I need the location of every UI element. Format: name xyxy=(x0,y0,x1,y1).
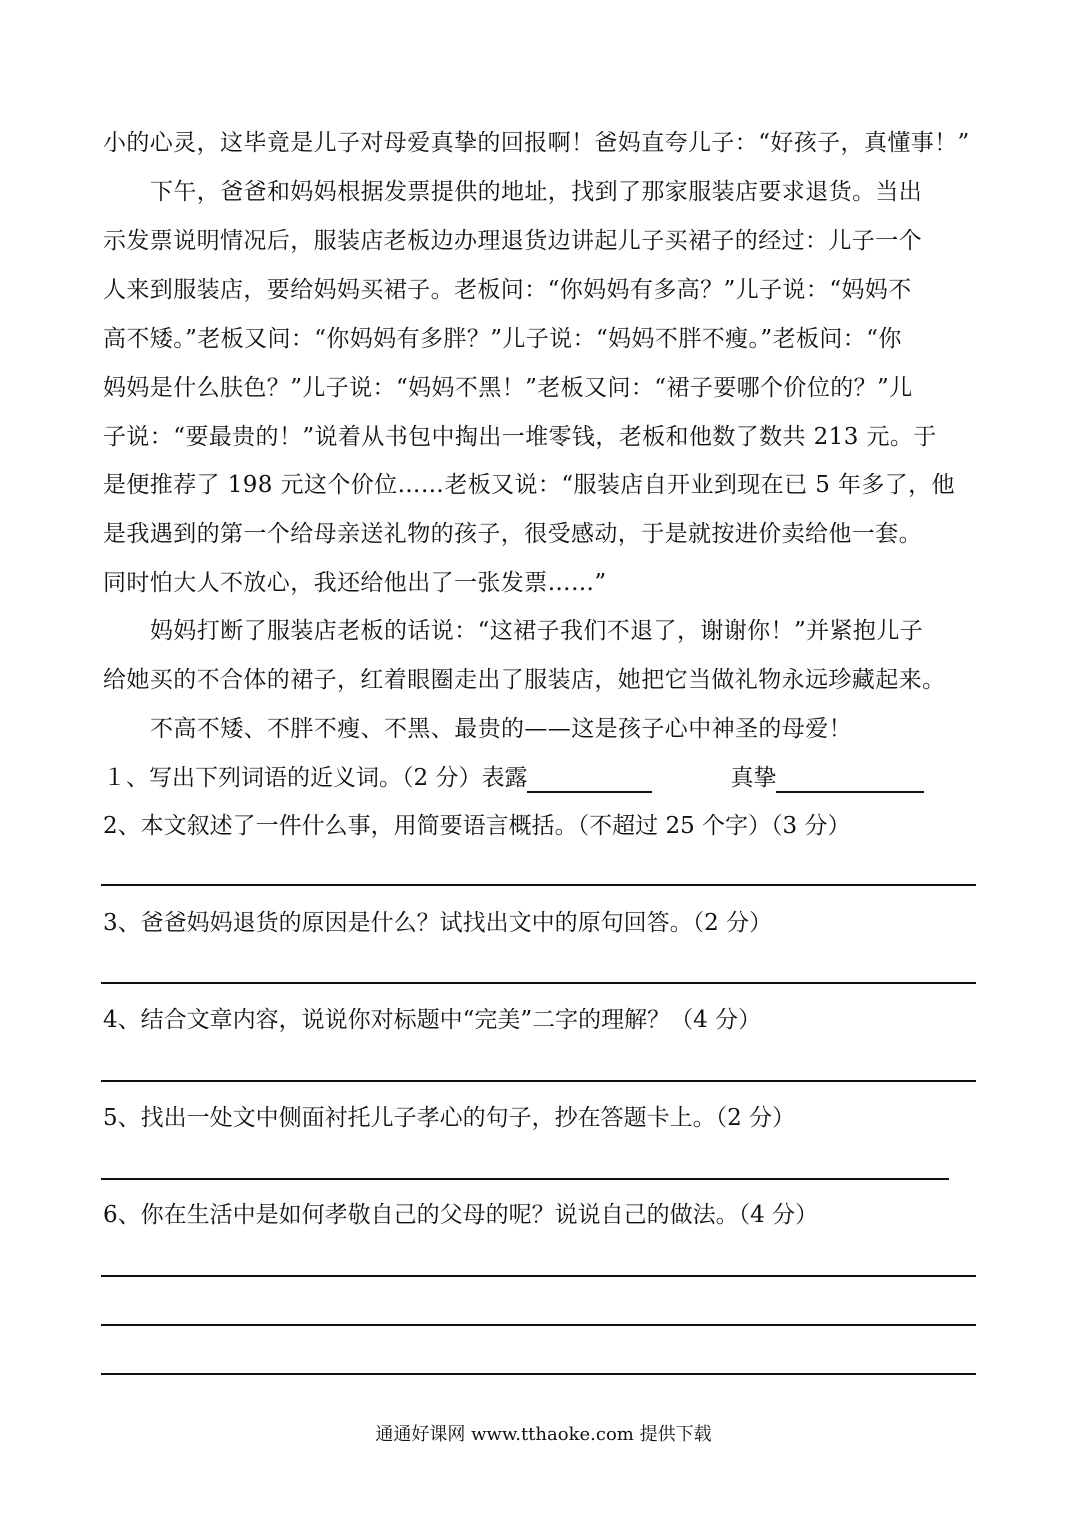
question-6: 6、你在生活中是如何孝敬自己的父母的呢？说说自己的做法。（4 分） xyxy=(103,1202,819,1228)
answer-line-2[interactable] xyxy=(101,884,976,886)
passage-line: 小的心灵，这毕竟是儿子对母爱真挚的回报啊！爸妈直夸儿子：“好孩子，真懂事！” xyxy=(103,130,970,156)
question-3: 3、爸爸妈妈退货的原因是什么？试找出文中的原句回答。（2 分） xyxy=(103,910,773,936)
passage-line: 是便推荐了 198 元这个价位……老板又说：“服装店自开业到现在已 5 年多了，他 xyxy=(103,472,955,498)
question-5: 5、找出一处文中侧面衬托儿子孝心的句子，抄在答题卡上。（2 分） xyxy=(103,1105,796,1131)
question-1-text: １、写出下列词语的近义词。（2 分）表露 xyxy=(103,765,528,791)
passage-line: 下午，爸爸和妈妈根据发票提供的地址，找到了那家服装店要求退货。当出 xyxy=(150,179,923,205)
answer-blank-1[interactable] xyxy=(527,765,652,793)
answer-line-5[interactable] xyxy=(101,1178,949,1180)
passage-line: 是我遇到的第一个给母亲送礼物的孩子，很受感动，于是就按进价卖给他一套。 xyxy=(103,521,922,547)
page-footer: 通通好课网 www.tthaoke.com 提供下载 xyxy=(375,1424,712,1445)
passage-line: 示发票说明情况后，服装店老板边办理退货边讲起儿子买裙子的经过：儿子一个 xyxy=(103,228,922,254)
question-1 xyxy=(103,763,924,793)
question-1-word2: 真挚 xyxy=(730,765,777,791)
answer-blank-2[interactable] xyxy=(776,765,924,793)
passage-line: 同时怕大人不放心，我还给他出了一张发票……” xyxy=(103,570,607,596)
passage-line: 不高不矮、不胖不瘦、不黑、最贵的——这是孩子心中神圣的母爱！ xyxy=(150,716,852,742)
question-4: 4、结合文章内容，说说你对标题中“完美”二字的理解？（4 分） xyxy=(103,1007,762,1033)
answer-line-6c[interactable] xyxy=(101,1373,976,1375)
answer-line-4[interactable] xyxy=(101,1080,976,1082)
passage-line: 人来到服装店，要给妈妈买裙子。老板问：“你妈妈有多高？”儿子说：“妈妈不 xyxy=(103,277,912,303)
passage-line: 高不矮。”老板又问：“你妈妈有多胖？”儿子说：“妈妈不胖不瘦。”老板问：“你 xyxy=(103,326,902,352)
answer-line-6a[interactable] xyxy=(101,1275,976,1277)
passage-line: 子说：“要最贵的！”说着从书包中掏出一堆零钱，老板和他数了数共 213 元。于 xyxy=(103,424,937,450)
passage-line: 妈妈打断了服装店老板的话说：“这裙子我们不退了，谢谢你！”并紧抱儿子 xyxy=(150,618,924,644)
question-2: 2、本文叙述了一件什么事，用简要语言概括。（不超过 25 个字）（3 分） xyxy=(103,813,851,839)
answer-line-3[interactable] xyxy=(101,982,976,984)
passage-line: 给她买的不合体的裙子，红着眼圈走出了服装店，她把它当做礼物永远珍藏起来。 xyxy=(103,667,946,693)
answer-line-6b[interactable] xyxy=(101,1324,976,1326)
passage-line: 妈妈是什么肤色？”儿子说：“妈妈不黑！”老板又问：“裙子要哪个价位的？”儿 xyxy=(103,375,913,401)
